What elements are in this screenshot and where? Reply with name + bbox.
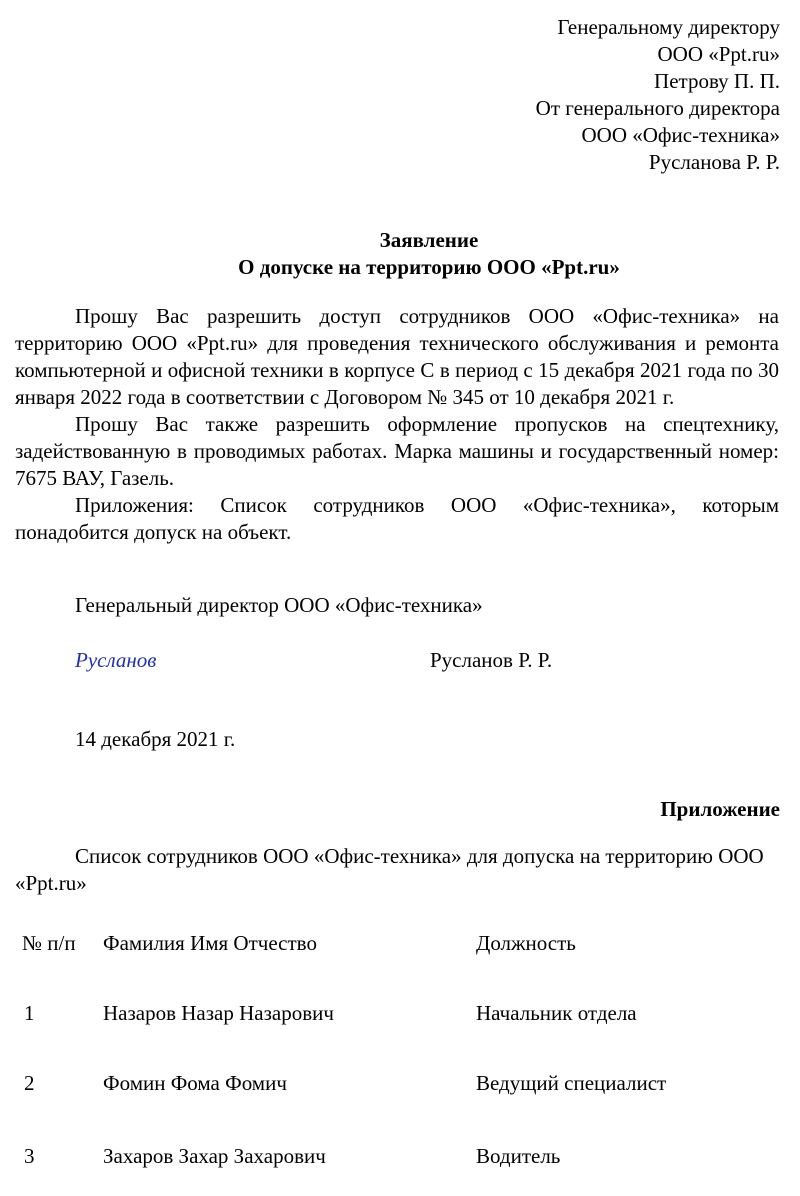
addressee-line: Русланова Р. Р. (648, 150, 780, 174)
addressee-line: От генерального директора (535, 96, 780, 120)
document-title (0, 227, 800, 281)
row-name: Назаров Назар Назарович (103, 1001, 334, 1025)
addressee-block (536, 14, 780, 176)
row-num: 3 (24, 1144, 35, 1168)
appendix-intro-text: Список сотрудников ООО «Офис-техника» для допуска на территорию ООО «Ppt.ru» (15, 844, 764, 895)
body-paragraph: Прошу Вас разрешить доступ сотрудников ООО «Офис-техника» на территорию ООО «Ppt.ru» для проведения технического обслуживания и ремонта компьютерной и офисной техники в корпусе С в период с 15 декабря 2021 года по 30 января 2022 года в соответствии с Договором № 345 от 10 декабря 2021 г. (15, 304, 779, 409)
addressee-line: Петрову П. П. (654, 69, 780, 93)
document-date: 14 декабря 2021 г. (75, 727, 236, 751)
body-paragraph: Прошу Вас также разрешить оформление пропусков на спецтехнику, задействованную в проводимых работах. Марка машины и государственный номер: 7675 ВАУ, Газель. (15, 412, 779, 490)
signature-name: Русланов Р. Р. (430, 648, 553, 672)
row-num: 2 (24, 1071, 35, 1095)
handwritten-signature: Русланов (75, 648, 157, 672)
document-body (15, 303, 779, 546)
addressee-line: ООО «Офис-техника» (581, 123, 780, 147)
title-main: Заявление (379, 228, 479, 252)
title-subtitle: О допуске на территорию ООО «Ppt.ru» (238, 255, 620, 279)
column-header-num: № п/п (22, 931, 76, 955)
body-paragraph: Приложения: Список сотрудников ООО «Офис-техника», которым понадобится допуск на объект. (15, 493, 779, 544)
row-position: Начальник отдела (476, 1001, 637, 1025)
row-position: Водитель (476, 1144, 561, 1168)
addressee-line: Генеральному директору (557, 15, 780, 39)
column-header-name: Фамилия Имя Отчество (103, 931, 317, 955)
column-header-position: Должность (476, 931, 576, 955)
row-position: Ведущий специалист (476, 1071, 667, 1095)
addressee-line: ООО «Ppt.ru» (657, 42, 780, 66)
signature-position: Генеральный директор ООО «Офис-техника» (75, 593, 483, 617)
row-num: 1 (24, 1001, 35, 1025)
appendix-title: Приложение (660, 797, 780, 821)
appendix-intro (15, 843, 779, 897)
row-name: Фомин Фома Фомич (103, 1071, 287, 1095)
row-name: Захаров Захар Захарович (103, 1144, 326, 1168)
